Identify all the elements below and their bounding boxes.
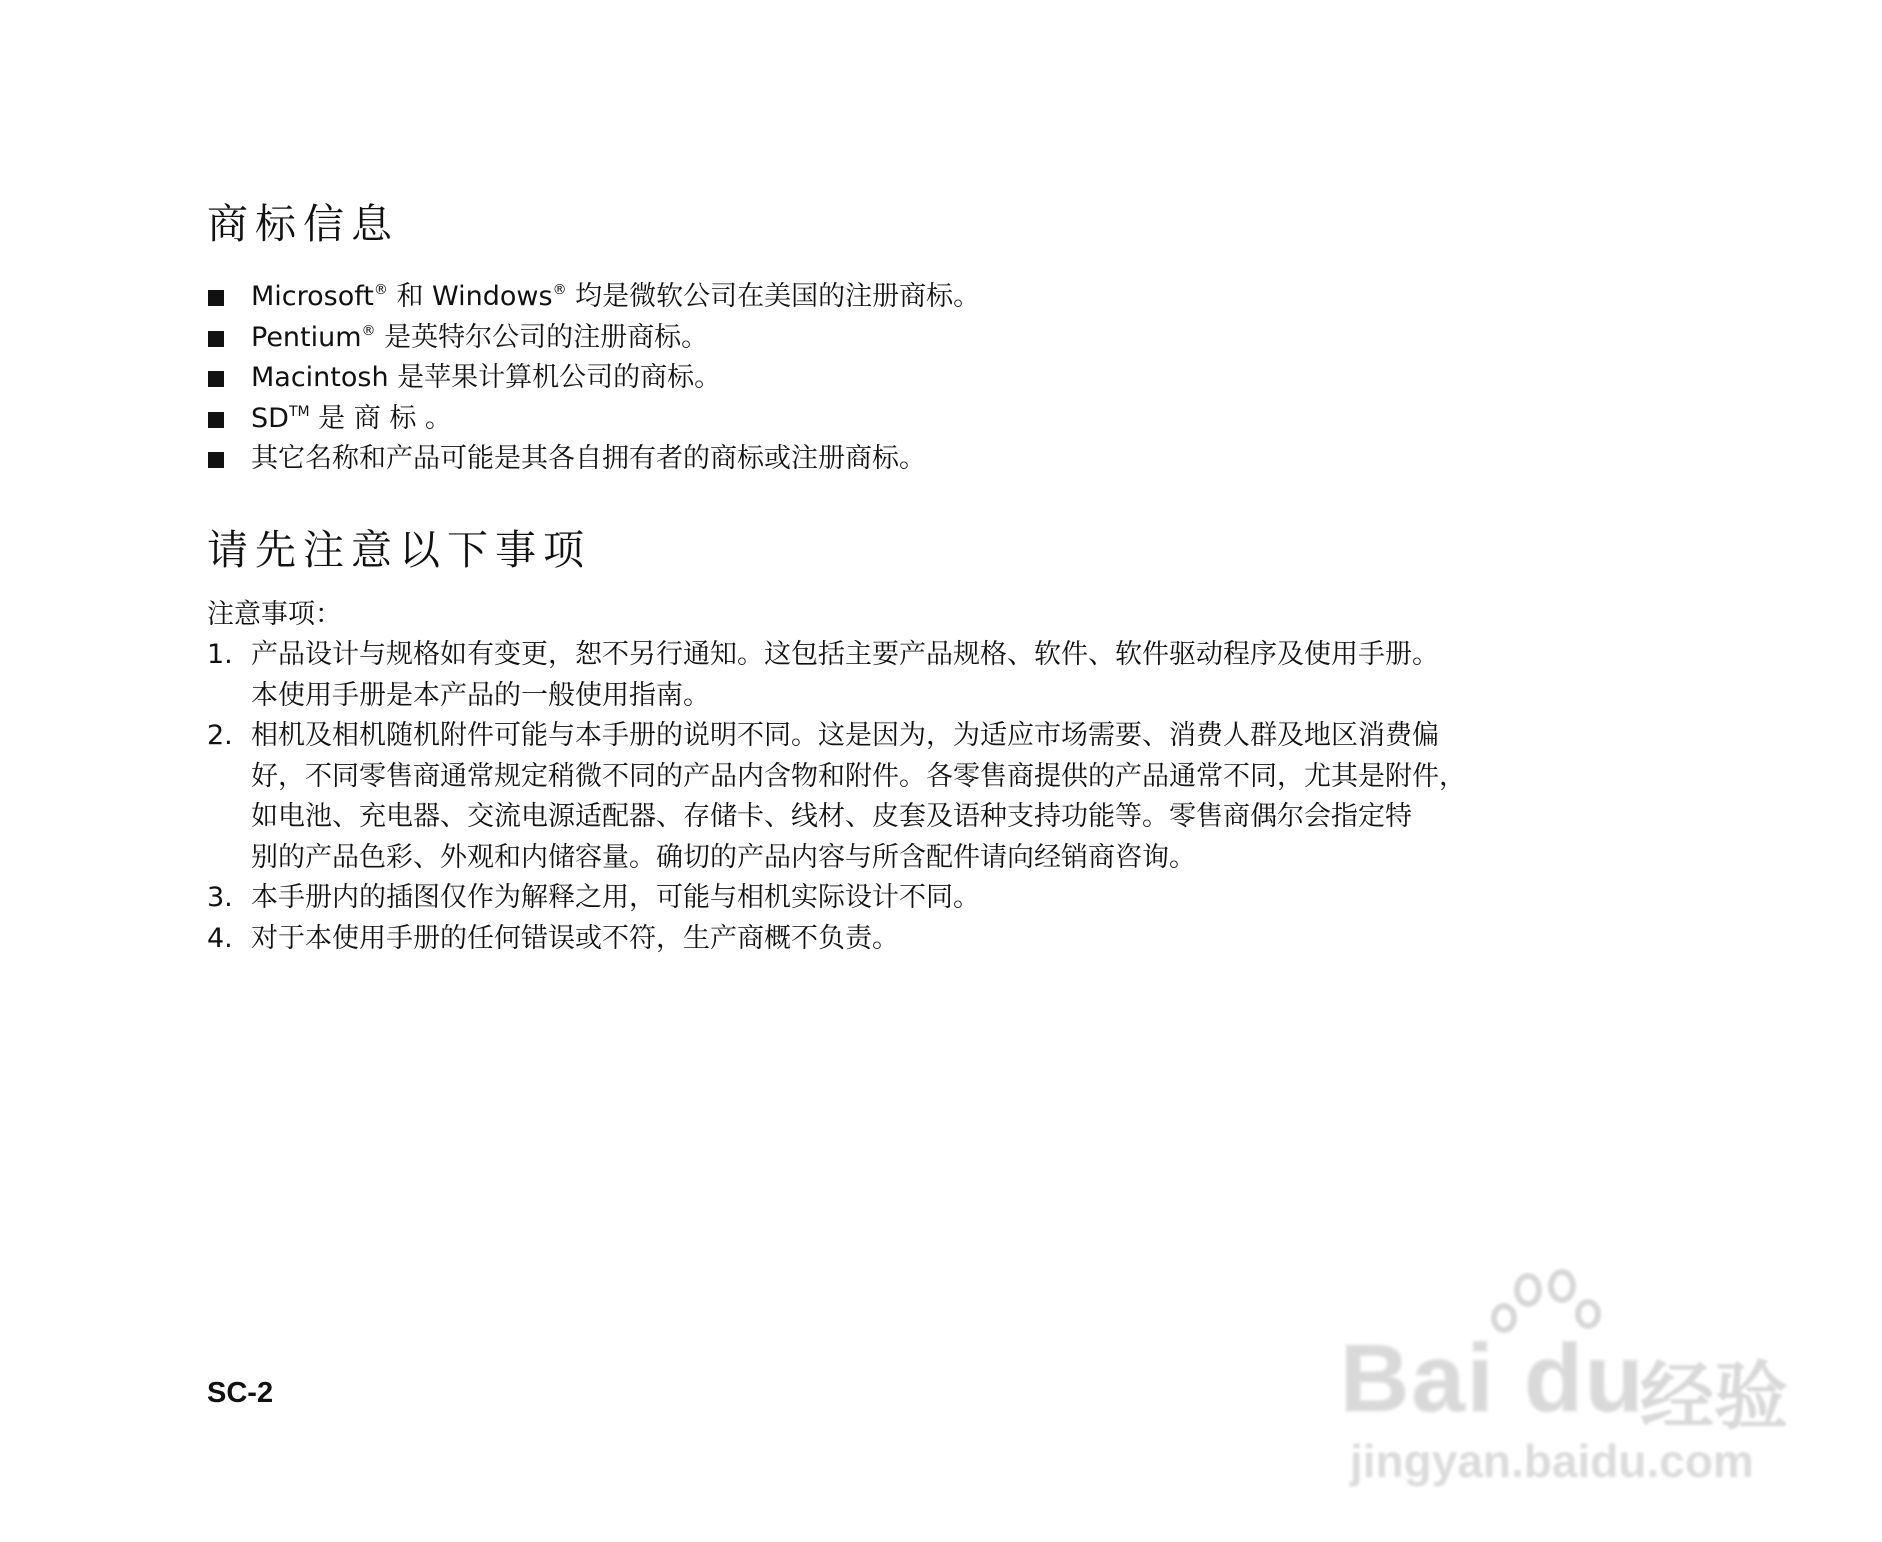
item-number: 1. (207, 639, 233, 670)
trademark-text: 是英特尔公司的注册商标。 (375, 321, 709, 353)
notice-item-2 (207, 716, 1667, 878)
trademark-list (207, 277, 1667, 480)
baidu-jingyan-watermark (1340, 1268, 1800, 1487)
trademark-text: 其它名称和产品可能是其各自拥有者的商标或注册商标。 (251, 443, 926, 474)
text-line: 对于本使用手册的任何错误或不符，生产商概不负责。 (251, 922, 899, 954)
trademark-text: 是 商 标 。 (309, 402, 452, 434)
watermark-brand-cn: 经验 (1640, 1354, 1788, 1440)
square-bullet-icon (208, 290, 224, 306)
item-number: 3. (207, 882, 233, 913)
text-line: 如电池、充电器、交流电源适配器、存储卡、线材、皮套及语种支持功能等。零售商偶尔会指定特 (251, 801, 1412, 832)
text-line: 本手册内的插图仅作为解释之用，可能与相机实际设计不同。 (251, 882, 980, 913)
notice-heading: 注意事项： (207, 598, 342, 630)
item-number: 2. (207, 720, 233, 751)
square-bullet-icon (208, 331, 224, 347)
trademark-item-sd (207, 399, 1667, 440)
square-bullet-icon (208, 412, 224, 428)
trademark-item-macintosh (207, 358, 1667, 399)
trademark-item-pentium (207, 318, 1667, 359)
notice-item-3 (207, 878, 1667, 919)
registered-mark: ® (552, 282, 567, 298)
square-bullet-icon (208, 452, 224, 468)
registered-mark: ® (373, 282, 388, 298)
page-number: SC-2 (207, 1377, 274, 1409)
notice-item-1 (207, 635, 1667, 716)
item-text (251, 716, 1667, 878)
page-content (207, 195, 1667, 959)
item-text (251, 919, 1667, 960)
trademark-text: Microsoft (251, 281, 374, 312)
text-line: 别的产品色彩、外观和内储容量。确切的产品内容与所含配件请向经销商咨询。 (251, 841, 1196, 873)
notice-section-title: 请先注意以下事项 (207, 525, 591, 574)
item-text (251, 878, 1667, 919)
notice-item-4 (207, 919, 1667, 960)
trademark-item-microsoft (207, 277, 1667, 318)
watermark-url: jingyan.baidu.com (1350, 1435, 1754, 1487)
text-line: 产品设计与规格如有变更，恕不另行通知。这包括主要产品规格、软件、软件驱动程序及使用手册。 (251, 639, 1439, 670)
trademark-text: 均是微软公司在美国的注册商标。 (566, 281, 981, 312)
trademark-mark: TM (288, 403, 310, 420)
trademark-item-others (207, 439, 1667, 480)
item-number: 4. (207, 922, 233, 954)
text-line: 本使用手册是本产品的一般使用指南。 (251, 679, 710, 711)
item-text (251, 635, 1667, 716)
text-line: 好，不同零售商通常规定稍微不同的产品内含物和附件。各零售商提供的产品通常不同，尤其是附件， (251, 760, 1466, 792)
trademark-section-title: 商标信息 (207, 200, 399, 248)
notice-list (207, 635, 1667, 959)
watermark-brand: Bai du (1340, 1325, 1646, 1432)
text-line: 相机及相机随机附件可能与本手册的说明不同。这是因为，为适应市场需要、消费人群及地区消费偏 (251, 720, 1439, 751)
registered-mark: ® (361, 322, 376, 339)
trademark-text: 和 Windows (387, 281, 553, 312)
square-bullet-icon (208, 371, 224, 387)
trademark-text: Macintosh 是苹果计算机公司的商标。 (251, 362, 722, 393)
trademark-text: SD (251, 402, 289, 434)
trademark-text: Pentium (251, 321, 362, 353)
